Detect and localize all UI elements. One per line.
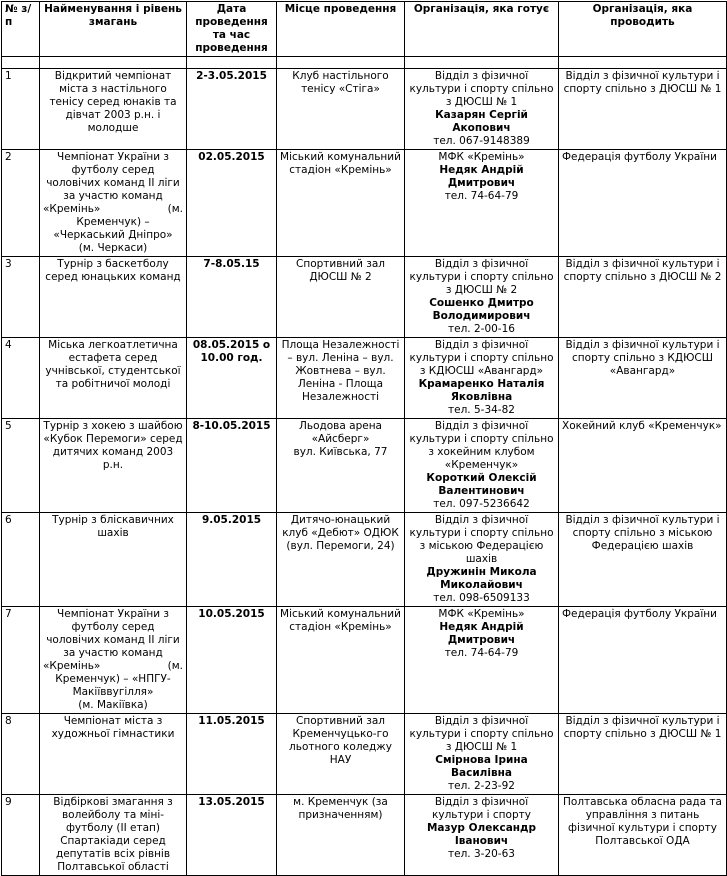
event-name-line: (м. Макіївка) (78, 699, 148, 711)
event-place-line: м. Кременчук (за призначенням) (293, 796, 388, 821)
event-organizer (405, 607, 559, 714)
event-conductor: Федерація футболу України (559, 607, 727, 714)
table-row (2, 714, 727, 795)
event-name-part: (м. (167, 203, 183, 215)
header-num: № з/п (2, 2, 40, 57)
row-num: 3 (2, 257, 40, 338)
event-date: 08.05.2015 о 10.00 год. (187, 338, 277, 419)
row-num: 2 (2, 150, 40, 257)
header-name: Найменування і рівень змагань (40, 2, 187, 57)
contact-person: Мазур Олександр Іванович (426, 822, 537, 847)
table-row (2, 419, 727, 513)
event-name (40, 607, 187, 714)
event-name-line: (м. Черкаси) (78, 242, 148, 254)
event-place-line: Спортивний зал Кременчуцько-го льотного коледжу НАУ (289, 715, 392, 766)
event-conductor: Відділ з фізичної культури і спорту спільно з ДЮСШ № 1 (559, 714, 727, 795)
event-name-line: Турнір з хокею з шайбою «Кубок Перемоги» серед дитячих команд 2003 р.н. (43, 420, 183, 471)
event-organizer (405, 513, 559, 607)
event-place (277, 607, 405, 714)
event-name-part: «Кремінь» (43, 660, 101, 672)
event-conductor: Відділ з фізичної культури і спорту спільно з КДЮСШ «Авангард» (559, 338, 727, 419)
event-name-line: Кременчук) – «НПГУ-Макіїввугілля» (55, 673, 171, 698)
contact-phone: тел. 74-64-79 (444, 190, 519, 202)
contact-phone: тел. 2-23-92 (448, 780, 515, 792)
event-place (277, 338, 405, 419)
event-name-split (43, 660, 183, 673)
event-name-line: Чемпіонат міста з художньої гімнастики (51, 715, 175, 740)
organizer-text: МФК «Кремінь» (438, 608, 525, 620)
event-place (277, 69, 405, 150)
event-date: 02.05.2015 (187, 150, 277, 257)
contact-phone: тел. 3-20-63 (448, 848, 515, 860)
table-row (2, 257, 727, 338)
event-place-line: Клуб настільного тенісу «Стіга» (292, 70, 389, 95)
header-date: Дата проведення та час проведення (187, 2, 277, 57)
event-conductor: Хокейний клуб «Кременчук» (559, 419, 727, 513)
contact-person: Дружинін Микола Миколайович (426, 566, 537, 591)
table-row (2, 150, 727, 257)
event-name-line: Міська легкоатлетична естафета серед учнівської, студентської та робітничої молоді (45, 339, 181, 390)
event-place-line: Міський комунальний стадіон «Кремінь» (280, 608, 401, 633)
contact-phone: тел. 098-6509133 (433, 592, 530, 604)
organizer-text: МФК «Кремінь» (438, 151, 525, 163)
event-organizer (405, 150, 559, 257)
event-place (277, 150, 405, 257)
event-name-line: Відбіркові змагання з волейболу та міні-футболу (ІІ етап) Спартакіади серед депутатів всіх рівнів Полтавської області (53, 796, 173, 873)
event-name-line: Кременчук) – «Черкаський Дніпро» (53, 216, 173, 241)
contact-person: Крамаренко Наталія Яковлівна (418, 378, 545, 403)
event-name-line: Чемпіонат України з футболу серед чоловічих команд ІІ ліги за участю команд (46, 151, 180, 202)
event-place (277, 257, 405, 338)
event-place (277, 513, 405, 607)
contact-person: Короткий Олексій Валентинович (426, 472, 537, 497)
event-conductor: Відділ з фізичної культури і спорту спільно з міською Федерацією шахів (559, 513, 727, 607)
event-place (277, 419, 405, 513)
contact-person: Казарян Сергій Акопович (435, 109, 528, 134)
row-num: 9 (2, 795, 40, 876)
event-name (40, 257, 187, 338)
event-place-line: Міський комунальний стадіон «Кремінь» (280, 151, 401, 176)
row-num: 8 (2, 714, 40, 795)
event-name (40, 338, 187, 419)
event-place-line: Спортивний зал ДЮСШ № 2 (296, 258, 385, 283)
row-num: 4 (2, 338, 40, 419)
row-num: 1 (2, 69, 40, 150)
row-num: 7 (2, 607, 40, 714)
event-place-line: (вул. Перемоги, 24) (286, 540, 395, 552)
event-conductor: Відділ з фізичної культури і спорту спільно з ДЮСШ № 1 (559, 69, 727, 150)
event-conductor: Відділ з фізичної культури і спорту спільно з ДЮСШ № 2 (559, 257, 727, 338)
event-name-line: Чемпіонат України з футболу серед чоловічих команд ІІ ліги за участю команд (46, 608, 180, 659)
event-name (40, 714, 187, 795)
organizer-text: Відділ з фізичної культури і спорту спільно з ДЮСШ № 1 (409, 70, 554, 108)
event-date: 13.05.2015 (187, 795, 277, 876)
contact-phone: тел. 2-00-16 (448, 323, 515, 335)
event-organizer (405, 338, 559, 419)
organizer-text: Відділ з фізичної культури і спорту (432, 796, 531, 821)
event-conductor: Федерація футболу України (559, 150, 727, 257)
table-row (2, 513, 727, 607)
contact-person: Недяк Андрій Дмитрович (439, 621, 524, 646)
contact-person: Сошенко Дмитро Володимирович (429, 297, 534, 322)
contact-phone: тел. 097-5236642 (433, 498, 530, 510)
event-name-split (43, 203, 183, 216)
event-name-part: (м. (167, 660, 183, 672)
header-org: Організація, яка готує (405, 2, 559, 57)
row-num: 6 (2, 513, 40, 607)
event-place-line: Площа Незалежності – вул. Леніна – вул. Жовтнева – вул. Леніна - Площа Незалежності (281, 339, 400, 403)
contact-phone: тел. 5-34-82 (448, 404, 515, 416)
event-name (40, 419, 187, 513)
event-organizer (405, 257, 559, 338)
event-name (40, 513, 187, 607)
organizer-text: Відділ з фізичної культури і спорту спільно з ДЮСШ № 1 (409, 715, 554, 753)
contact-phone: тел. 74-64-79 (444, 647, 519, 659)
table-body (2, 69, 727, 876)
event-conductor: Полтавська обласна рада та управління з питань фізичної культури і спорту Полтавської ОДА (559, 795, 727, 876)
event-date: 2-3.05.2015 (187, 69, 277, 150)
event-name-line: Турнір з баскетболу серед юнацьких команд (45, 258, 181, 283)
event-date: 8-10.05.2015 (187, 419, 277, 513)
header-row (2, 2, 727, 57)
event-place-line: Дитячо-юнацький клуб «Дебют» ОДЮК (282, 514, 399, 539)
event-date: 11.05.2015 (187, 714, 277, 795)
event-name-line: Турнір з бліскавичних шахів (52, 514, 174, 539)
event-place-line: Льодова арена «Айсберг» (298, 420, 382, 445)
event-place-line: вул. Київська, 77 (293, 446, 388, 458)
header-cond: Організація, яка проводить (559, 2, 727, 57)
header-place: Місце проведення (277, 2, 405, 57)
event-name-line: Відкритий чемпіонат міста з настільного тенісу серед юнаків та дівчат 2003 р.н. і молодше (49, 70, 177, 134)
table-row (2, 69, 727, 150)
row-num: 5 (2, 419, 40, 513)
table-row (2, 338, 727, 419)
event-organizer (405, 69, 559, 150)
event-date: 9.05.2015 (187, 513, 277, 607)
contact-phone: тел. 067-9148389 (433, 135, 530, 147)
organizer-text: Відділ з фізичної культури і спорту спільно з ДЮСШ № 2 (409, 258, 554, 296)
contact-person: Смірнова Ірина Василівна (435, 754, 528, 779)
event-name-part: «Кремінь» (43, 203, 101, 215)
event-organizer (405, 714, 559, 795)
event-organizer (405, 419, 559, 513)
table-row (2, 607, 727, 714)
event-name (40, 69, 187, 150)
event-date: 10.05.2015 (187, 607, 277, 714)
spacer-row (2, 57, 727, 69)
event-date: 7-8.05.15 (187, 257, 277, 338)
event-name (40, 150, 187, 257)
organizer-text: Відділ з фізичної культури і спорту спільно з КДЮСШ «Авангард» (409, 339, 554, 377)
contact-person: Недяк Андрій Дмитрович (439, 164, 524, 189)
event-place (277, 714, 405, 795)
organizer-text: Відділ з фізичної культури і спорту спільно з міською Федерацією шахів (409, 514, 554, 565)
events-table (1, 1, 727, 876)
organizer-text: Відділ з фізичної культури і спорту спільно з хокейним клубом «Кременчук» (409, 420, 554, 471)
